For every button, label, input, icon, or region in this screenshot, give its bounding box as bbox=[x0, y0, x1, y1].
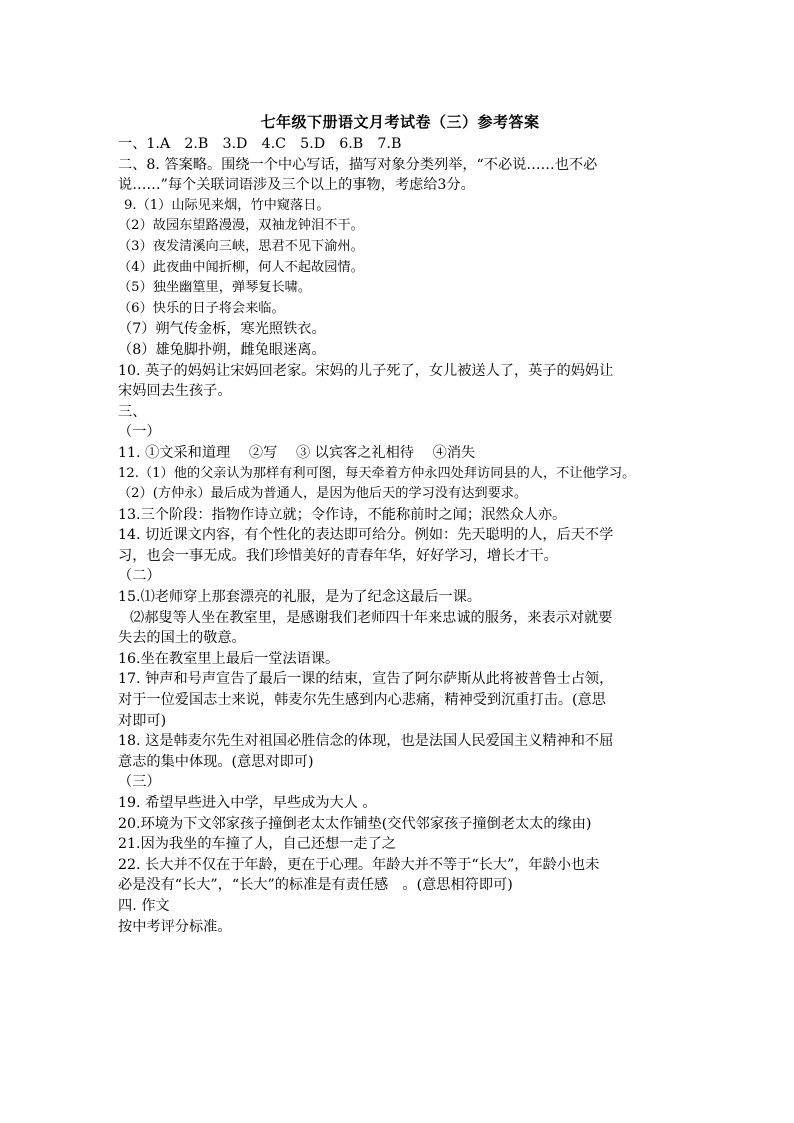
answer-line-q10-a: 10. 英子的妈妈让宋妈回老家。宋妈的儿子死了，女儿被送人了，英子的妈妈让 bbox=[118, 362, 614, 379]
answer-line-q9-2: （2）故园东望路漫漫，双袖龙钟泪不干。 bbox=[118, 218, 364, 234]
answer-line-composition: 按中考评分标准。 bbox=[118, 918, 232, 935]
answer-line-q18-b: 意志的集中体现。(意思对即可) bbox=[118, 753, 314, 770]
answer-line-q13: 13.三个阶段：指物作诗立就；令作诗，不能称前时之闻；泯然众人亦。 bbox=[118, 506, 567, 523]
document-title: 七年级下册语文月考试卷（三）参考答案 bbox=[260, 113, 540, 131]
answer-line-part3: （三） bbox=[118, 774, 161, 791]
answer-line-q12-1: 12.（1）他的父亲认为那样有利可图，每天牵着方仲永四处拜访同县的人，不让他学习。 bbox=[118, 465, 636, 481]
answer-line-section4: 四. 作文 bbox=[118, 897, 170, 914]
answer-line-q15-2b: 失去的国土的敬意。 bbox=[118, 630, 246, 647]
answer-line-q15-1: 15.⑴老师穿上那套漂亮的礼服，是为了纪念这最后一课。 bbox=[118, 589, 482, 606]
answer-line-q17-a: 17. 钟声和号声宣告了最后一课的结束，宣告了阿尔萨斯从此将被普鲁士占领， bbox=[118, 671, 614, 688]
answer-line-q21: 21.因为我坐的车撞了人，自己还想一走了之 bbox=[118, 836, 396, 853]
answer-line-q8-b: 说……”每个关联词语涉及三个以上的事物，考虑给3分。 bbox=[118, 177, 475, 194]
answer-line-q16: 16.坐在教室里上最后一堂法语课。 bbox=[118, 650, 340, 667]
answer-line-q14-a: 14. 切近课文内容，有个性化的表达即可给分。例如：先天聪明的人，后天不学 bbox=[118, 527, 614, 544]
answer-line-q15-2a: ⑵郝叟等人坐在教室里，是感谢我们老师四十年来忠诚的服务，来表示对就要 bbox=[130, 609, 613, 626]
answer-line-q19: 19. 希望早些进入中学，早些成为大人 。 bbox=[118, 795, 377, 811]
answer-line-q10-b: 宋妈回去生孩子。 bbox=[118, 383, 232, 400]
answer-line-q9-8: （8）雄兔脚扑朔，雌兔眼迷离。 bbox=[118, 341, 326, 358]
answer-line-q11: 11. ①文采和道理 ②写 ③ 以宾客之礼相待 ④消失 bbox=[118, 444, 476, 461]
answer-line-q20: 20.环境为下文邻家孩子撞倒老太太作铺垫(交代邻家孩子撞倒老太太的缘由) bbox=[118, 815, 592, 832]
answer-line-q18-a: 18. 这是韩麦尔先生对祖国必胜信念的体现，也是法国人民爱国主义精神和不屈 bbox=[118, 733, 614, 750]
answer-line-q9-4: （4）此夜曲中闻折柳，何人不起故园情。 bbox=[118, 259, 364, 275]
answer-line-q9-6: （6）快乐的日子将会来临。 bbox=[118, 300, 285, 316]
answer-line-section3: 三、 bbox=[118, 403, 147, 420]
answer-line-q8-a: 二、8. 答案略。围绕一个中心写话，描写对象分类列举，“不必说……也不必 bbox=[118, 156, 598, 173]
answer-line-q9-1: 9.（1）山际见来烟，竹中窥落日。 bbox=[124, 197, 330, 213]
answer-line-q17-c: 对即可) bbox=[118, 712, 167, 729]
answer-line-q22-a: 22. 长大并不仅在于年龄，更在于心理。年龄大并不等于“长大”，年龄小也未 bbox=[118, 856, 600, 873]
answer-line-part2: （二） bbox=[118, 568, 161, 585]
answer-line-q22-b: 必是没有“长大”，“长大”的标准是有责任感 。(意思相符即可) bbox=[118, 877, 513, 894]
answer-document bbox=[118, 112, 682, 937]
answer-line-q17-b: 对于一位爱国志士来说，韩麦尔先生感到内心悲痛，精神受到沉重打击。(意思 bbox=[118, 692, 606, 709]
answer-line-q9-7: （7）朔气传金柝，寒光照铁衣。 bbox=[118, 321, 326, 338]
answer-line-q12-2: （2）(方仲永）最后成为普通人，是因为他后天的学习没有达到要求。 bbox=[118, 486, 528, 502]
answer-line-q9-3: （3）夜发清溪向三峡，思君不见下渝州。 bbox=[118, 238, 364, 254]
answer-line-q14-b: 习，也会一事无成。我们珍惜美好的青春年华，好好学习，增长才干。 bbox=[118, 547, 558, 564]
answer-line-q9-5: （5）独坐幽篁里，弹琴复长啸。 bbox=[118, 280, 312, 296]
answer-line-part1: （一） bbox=[118, 424, 161, 441]
answer-line-section1: 一、1.A 2.B 3.D 4.C 5.D 6.B 7.B bbox=[118, 136, 402, 152]
